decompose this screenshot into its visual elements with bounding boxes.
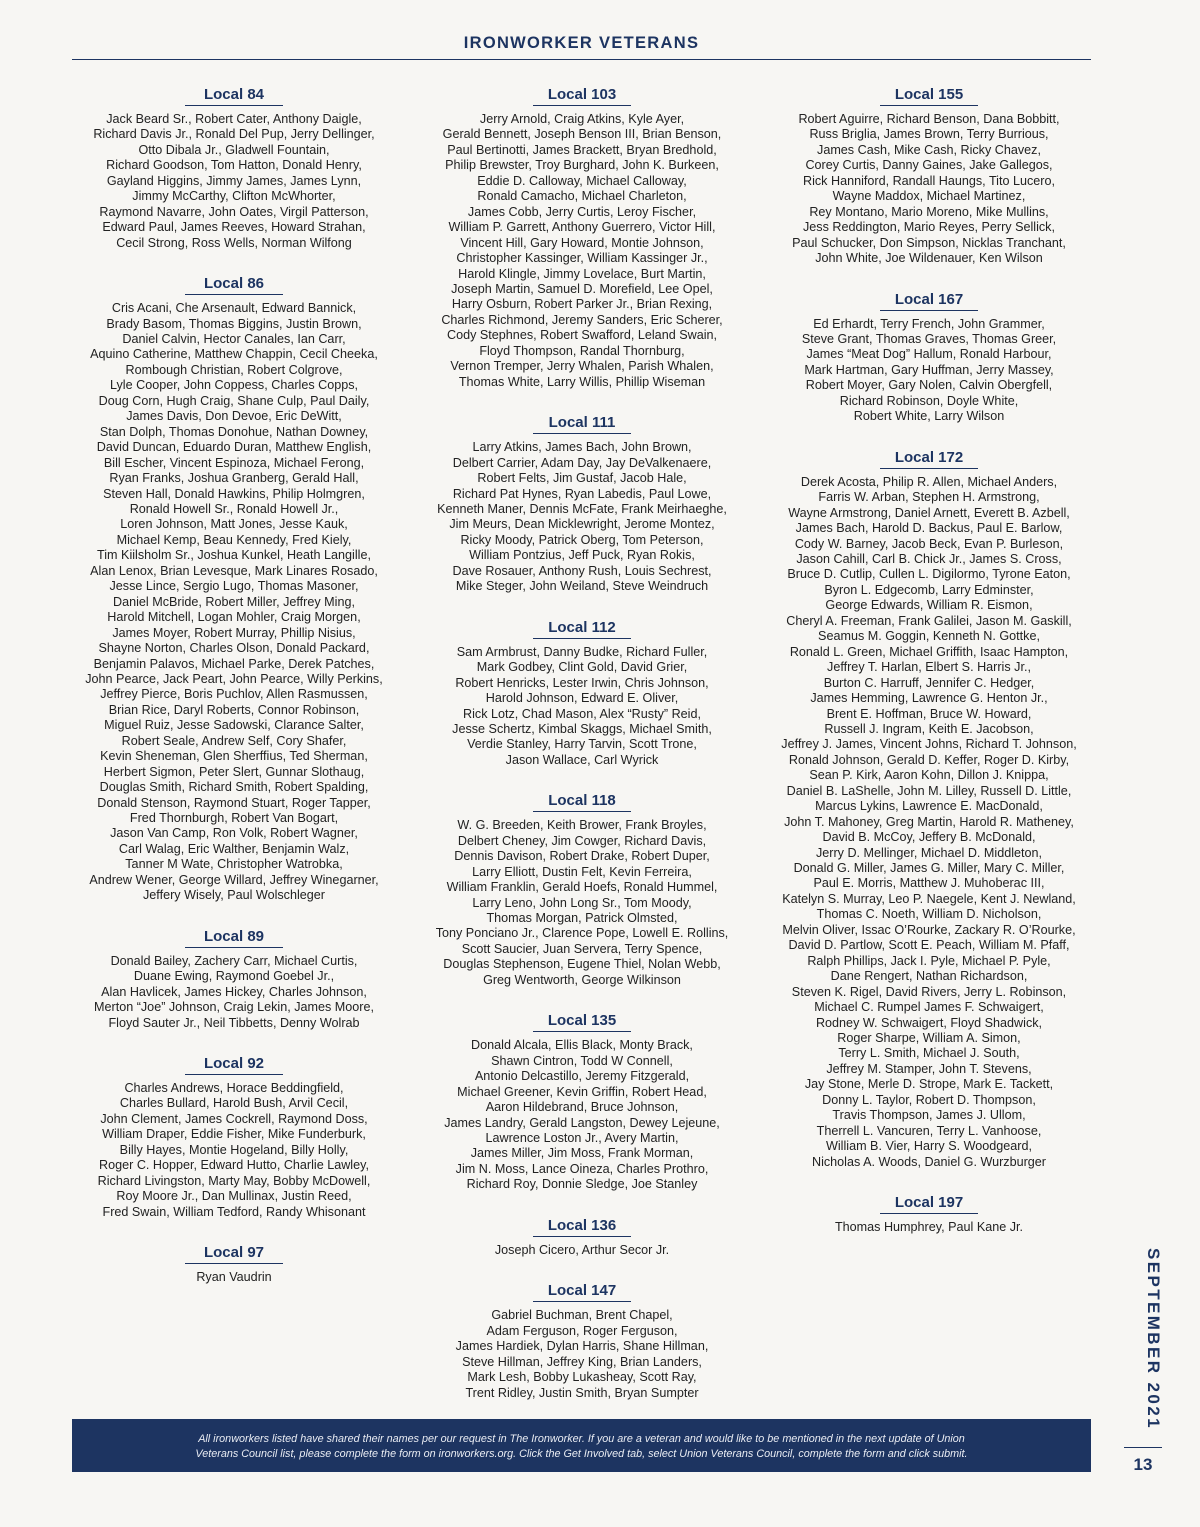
- member-names-line: Gayland Higgins, Jimmy James, James Lynn,: [106, 173, 362, 188]
- member-names-line: James Moyer, Robert Murray, Phillip Nisius,: [112, 625, 356, 640]
- member-names-line: Jeffery Wisely, Paul Wolschleger: [143, 888, 325, 903]
- member-names-line: Jeffrey M. Stamper, John T. Stevens,: [826, 1061, 1032, 1076]
- member-names-line: Corey Curtis, Danny Gaines, Jake Gallegos,: [805, 158, 1053, 173]
- member-names: [64, 1270, 404, 1285]
- member-names-line: Daniel McBride, Robert Miller, Jeffrey Ming,: [113, 594, 355, 609]
- member-names-line: Sean P. Kirk, Aaron Kohn, Dillon J. Knippa,: [809, 768, 1049, 783]
- member-names-line: Richard Livingston, Marty May, Bobby McDowell,: [97, 1173, 371, 1188]
- member-names-line: John White, Joe Wildenauer, Ken Wilson: [815, 251, 1043, 266]
- local-section: [64, 1244, 404, 1285]
- member-names-line: Antonio Delcastillo, Jeremy Fitzgerald,: [474, 1069, 690, 1084]
- member-names: [412, 1243, 752, 1258]
- member-names-line: Robert White, Larry Wilson: [853, 409, 1005, 424]
- member-names-line: Lawrence Loston Jr., Avery Martin,: [485, 1131, 679, 1146]
- member-names-line: Jason Cahill, Carl B. Chick Jr., James S. Cross,: [796, 551, 1062, 566]
- member-names-line: Delbert Carrier, Adam Day, Jay DeValkenaere,: [452, 455, 712, 470]
- member-names-line: Bill Escher, Vincent Espinoza, Michael Ferong,: [103, 455, 365, 470]
- member-names: [412, 1308, 752, 1401]
- member-names-line: Steven Hall, Donald Hawkins, Philip Holmgren,: [103, 486, 365, 501]
- member-names-line: Fred Thornburgh, Robert Van Bogart,: [129, 811, 339, 826]
- member-names-line: Jeffrey J. James, Vincent Johns, Richard T. Johnson,: [781, 737, 1077, 752]
- member-names-line: Russ Briglia, James Brown, Terry Burrious,: [809, 127, 1049, 142]
- local-section: [64, 86, 404, 251]
- member-names: [412, 440, 752, 595]
- local-section: [412, 792, 752, 988]
- member-names: [412, 645, 752, 769]
- member-names-line: Joseph Martin, Samuel D. Morefield, Lee Opel,: [451, 281, 713, 296]
- footer-banner: [72, 1419, 1091, 1472]
- local-title: Local 118: [533, 792, 631, 812]
- member-names-line: Dennis Davison, Robert Drake, Robert Duper,: [454, 849, 710, 864]
- member-names-line: Paul Schucker, Don Simpson, Nicklas Tranchant,: [792, 235, 1066, 250]
- member-names-line: Ronald Johnson, Gerald D. Keffer, Roger D. Kirby,: [788, 752, 1070, 767]
- member-names-line: Raymond Navarre, John Oates, Virgil Patterson,: [99, 204, 369, 219]
- member-names-line: Billy Hayes, Montie Hogeland, Billy Holly,: [119, 1142, 349, 1157]
- member-names: [64, 112, 404, 251]
- member-names-line: Dane Rengert, Nathan Richardson,: [830, 969, 1028, 984]
- member-names-line: Derek Acosta, Philip R. Allen, Michael Anders,: [800, 474, 1058, 489]
- local-section: [412, 619, 752, 769]
- member-names-line: Jerry Arnold, Craig Atkins, Kyle Ayer,: [479, 112, 685, 126]
- member-names-line: Delbert Cheney, Jim Cowger, Richard Davis,: [457, 833, 707, 848]
- member-names-line: Farris W. Arban, Stephen H. Armstrong,: [818, 490, 1040, 505]
- member-names-line: Ryan Vaudrin: [196, 1270, 272, 1285]
- member-names-line: James Bach, Harold D. Backus, Paul E. Barlow,: [795, 521, 1063, 536]
- member-names-line: Terry L. Smith, Michael J. South,: [838, 1046, 1020, 1061]
- member-names-line: Michael C. Rumpel James F. Schwaigert,: [814, 1000, 1044, 1015]
- member-names-line: Tanner M Wate, Christopher Watrobka,: [125, 857, 343, 872]
- local-section: [759, 291, 1099, 425]
- local-title: Local 167: [880, 291, 978, 311]
- member-names-line: Kevin Sheneman, Glen Sherffius, Ted Sherman,: [100, 749, 368, 764]
- member-names-line: Alan Lenox, Brian Levesque, Mark Linares Rosado,: [90, 563, 378, 578]
- local-title: Local 84: [185, 86, 283, 106]
- member-names-line: Floyd Thompson, Randal Thornburg,: [479, 343, 685, 358]
- member-names-line: Richard Pat Hynes, Ryan Labedis, Paul Lowe,: [452, 486, 712, 501]
- member-names-line: Donald Bailey, Zachery Carr, Michael Curtis,: [110, 953, 358, 968]
- member-names-line: Trent Ridley, Justin Smith, Bryan Sumpter: [465, 1385, 699, 1400]
- member-names-line: Wayne Maddox, Michael Martinez,: [832, 189, 1026, 204]
- member-names-line: Kenneth Maner, Dennis McFate, Frank Meirhaeghe,: [437, 501, 727, 516]
- member-names-line: Burton C. Harruff, Jennifer C. Hedger,: [823, 675, 1035, 690]
- member-names-line: William B. Vier, Harry S. Woodgeard,: [825, 1139, 1032, 1154]
- member-names-line: Jack Beard Sr., Robert Cater, Anthony Daigle,: [106, 112, 362, 126]
- member-names-line: Larry Elliott, Dustin Felt, Kevin Ferreira,: [472, 864, 692, 879]
- member-names-line: Ronald L. Green, Michael Griffith, Isaac Hampton,: [789, 644, 1069, 659]
- member-names-line: Bruce D. Cutlip, Cullen L. Digilormo, Tyrone Eaton,: [787, 567, 1071, 582]
- member-names-line: Richard Goodson, Tom Hatton, Donald Henry,: [106, 158, 362, 173]
- member-names-line: Jay Stone, Merle D. Strope, Mark E. Tackett,: [804, 1077, 1054, 1092]
- member-names-line: Ricky Moody, Patrick Oberg, Tom Peterson,: [460, 532, 704, 547]
- member-names-line: Brady Basom, Thomas Biggins, Justin Brown,: [106, 316, 362, 331]
- member-names-line: Thomas White, Larry Willis, Phillip Wiseman: [458, 374, 706, 389]
- member-names-line: Donny L. Taylor, Robert D. Thompson,: [822, 1092, 1036, 1107]
- page-number: 13: [1133, 1455, 1153, 1474]
- member-names-line: Harold Klingle, Jimmy Lovelace, Burt Martin,: [458, 266, 706, 281]
- member-names-line: Jesse Lince, Sergio Lugo, Thomas Masoner,: [109, 579, 359, 594]
- member-names-line: Jeffrey Pierce, Boris Puchlov, Allen Rasmussen,: [100, 687, 368, 702]
- member-names-line: David Duncan, Eduardo Duran, Matthew English,: [96, 440, 372, 455]
- member-names-line: Seamus M. Goggin, Kenneth N. Gottke,: [818, 629, 1040, 644]
- member-names-line: Charles Bullard, Harold Bush, Arvil Cecil,: [119, 1096, 349, 1111]
- member-names: [412, 818, 752, 988]
- member-names-line: Mike Steger, John Weiland, Steve Weindruch: [455, 579, 709, 594]
- local-title: Local 86: [185, 275, 283, 295]
- member-names-line: Therrell L. Vancuren, Terry L. Vanhoose,: [816, 1123, 1042, 1138]
- member-names-line: Ryan Franks, Joshua Granberg, Gerald Hall,: [109, 471, 359, 486]
- local-title: Local 103: [533, 86, 631, 106]
- member-names-line: Christopher Kassinger, William Kassinger Jr.,: [456, 251, 708, 266]
- member-names-line: Robert Felts, Jim Gustaf, Jacob Hale,: [477, 471, 687, 486]
- member-names-line: Roger Sharpe, William A. Simon,: [837, 1031, 1021, 1046]
- member-names-line: Brent E. Hoffman, Bruce W. Howard,: [826, 706, 1032, 721]
- member-names-line: Steve Grant, Thomas Graves, Thomas Greer,: [801, 331, 1057, 346]
- member-names-line: Robert Moyer, Gary Nolen, Calvin Obergfell,: [805, 378, 1053, 393]
- member-names-line: Loren Johnson, Matt Jones, Jesse Kauk,: [120, 517, 348, 532]
- member-names-line: W. G. Breeden, Keith Brower, Frank Broyles,: [457, 818, 707, 833]
- member-names-line: James Hemming, Lawrence G. Henton Jr.,: [810, 691, 1048, 706]
- member-names-line: Aaron Hildebrand, Bruce Johnson,: [485, 1100, 679, 1115]
- member-names-line: Jerry D. Mellinger, Michael D. Middleton,: [815, 845, 1043, 860]
- column-middle: [412, 86, 752, 1425]
- member-names-line: James Cobb, Jerry Curtis, Leroy Fischer,: [467, 204, 697, 219]
- local-section: [759, 86, 1099, 267]
- member-names-line: John Clement, James Cockrell, Raymond Doss,: [100, 1111, 368, 1126]
- member-names-line: Harold Johnson, Edward E. Oliver,: [485, 691, 679, 706]
- member-names-line: Charles Andrews, Horace Beddingfield,: [124, 1081, 344, 1096]
- member-names-line: Joseph Cicero, Arthur Secor Jr.: [494, 1242, 670, 1257]
- member-names-line: Miguel Ruiz, Jesse Sadowski, Clarance Salter,: [104, 718, 364, 733]
- member-names-line: Cody Stephnes, Robert Swafford, Leland Swain,: [447, 328, 717, 343]
- member-names-line: Harold Mitchell, Logan Mohler, Craig Morgen,: [107, 610, 361, 625]
- member-names-line: Floyd Sauter Jr., Neil Tibbetts, Denny Wolrab: [108, 1015, 360, 1030]
- member-names-line: Jason Van Camp, Ron Volk, Robert Wagner,: [110, 826, 358, 841]
- member-names-line: Jesse Schertz, Kimbal Skaggs, Michael Smith,: [452, 721, 712, 736]
- member-names-line: Nicholas A. Woods, Daniel G. Wurzburger: [811, 1154, 1047, 1169]
- member-names-line: Mark Godbey, Clint Gold, David Grier,: [476, 660, 688, 675]
- member-names-line: Philip Brewster, Troy Burghard, John K. Burkeen,: [445, 158, 719, 173]
- member-names-line: Sam Armbrust, Danny Budke, Richard Fuller,: [456, 644, 708, 659]
- member-names-line: Michael Kemp, Beau Kennedy, Fred Kiely,: [116, 532, 352, 547]
- member-names-line: James Davis, Don Devoe, Eric DeWitt,: [126, 409, 342, 424]
- member-names-line: Ronald Camacho, Michael Charleton,: [477, 189, 687, 204]
- member-names-line: Greg Wentworth, George Wilkinson: [483, 972, 681, 987]
- member-names-line: Jim N. Moss, Lance Oineza, Charles Prothro,: [455, 1161, 709, 1176]
- member-names-line: Steve Hillman, Jeffrey King, Brian Landers,: [462, 1354, 702, 1369]
- local-section: [412, 1012, 752, 1193]
- member-names-line: Mark Hartman, Gary Huffman, Jerry Massey,: [804, 362, 1054, 377]
- member-names-line: Byron L. Edgecomb, Larry Edminster,: [824, 582, 1034, 597]
- member-names-line: Douglas Stephenson, Eugene Thiel, Nolan Webb,: [443, 957, 721, 972]
- local-section: [759, 449, 1099, 1170]
- member-names-line: Rodney W. Schwaigert, Floyd Shadwick,: [815, 1015, 1043, 1030]
- member-names-line: Fred Swain, William Tedford, Randy Whisonant: [102, 1204, 366, 1219]
- member-names-line: Donald Stenson, Raymond Stuart, Roger Tapper,: [97, 795, 371, 810]
- member-names-line: Cody W. Barney, Jacob Beck, Evan P. Burleson,: [794, 536, 1064, 551]
- member-names: [759, 1220, 1099, 1235]
- member-names-line: Tim Kiilsholm Sr., Joshua Kunkel, Heath Langille,: [97, 548, 371, 563]
- member-names-line: Richard Roy, Donnie Sledge, Joe Stanley: [466, 1177, 698, 1192]
- member-names-line: Dave Rosauer, Anthony Rush, Louis Sechrest,: [452, 563, 712, 578]
- member-names-line: Alan Havlicek, James Hickey, Charles Johnson,: [101, 984, 367, 999]
- member-names-line: Jimmy McCarthy, Clifton McWhorter,: [132, 189, 336, 204]
- local-section: [412, 414, 752, 595]
- member-names-line: Gerald Bennett, Joseph Benson III, Brian Benson,: [442, 127, 722, 142]
- member-names-line: Steven K. Rigel, David Rivers, Jerry L. Robinson,: [791, 984, 1067, 999]
- member-names-line: Scott Saucier, Juan Servera, Terry Spence,: [461, 941, 703, 956]
- member-names: [412, 112, 752, 390]
- member-names-line: Katelyn S. Murray, Leo P. Naegele, Kent J. Newland,: [782, 891, 1076, 906]
- member-names-line: Travis Thompson, James J. Ullom,: [832, 1108, 1026, 1123]
- member-names-line: Wayne Armstrong, Daniel Arnett, Everett B. Azbell,: [788, 505, 1070, 520]
- member-names-line: Robert Aguirre, Richard Benson, Dana Bobbitt,: [798, 112, 1060, 126]
- local-title: Local 135: [533, 1012, 631, 1032]
- member-names-line: Carl Walag, Eric Walther, Benjamin Walz,: [118, 841, 350, 856]
- local-title: Local 147: [533, 1282, 631, 1302]
- local-section: [412, 1282, 752, 1401]
- member-names-line: Marcus Lykins, Lawrence E. MacDonald,: [815, 799, 1043, 814]
- member-names: [64, 954, 404, 1031]
- member-names-line: Donald Alcala, Ellis Black, Monty Brack,: [471, 1038, 693, 1053]
- member-names-line: Donald G. Miller, James G. Miller, Mary C. Miller,: [793, 861, 1065, 876]
- member-names: [64, 1081, 404, 1220]
- member-names-line: Merton “Joe” Johnson, Craig Lekin, James Moore,: [94, 1000, 374, 1015]
- member-names-line: Richard Davis Jr., Ronald Del Pup, Jerry Dellinger,: [93, 127, 375, 142]
- member-names-line: Cecil Strong, Ross Wells, Norman Wilfong: [116, 235, 352, 250]
- local-title: Local 136: [533, 1217, 631, 1237]
- member-names-line: David B. McCoy, Jeffery B. McDonald,: [822, 830, 1036, 845]
- member-names-line: Rey Montano, Mario Moreno, Mike Mullins,: [809, 204, 1049, 219]
- member-names-line: Stan Dolph, Thomas Donohue, Nathan Downey,: [99, 424, 369, 439]
- member-names: [412, 1038, 752, 1193]
- local-title: Local 97: [185, 1244, 283, 1264]
- member-names-line: Duane Ewing, Raymond Goebel Jr.,: [133, 969, 335, 984]
- member-names-line: Gabriel Buchman, Brent Chapel,: [491, 1308, 673, 1323]
- member-names-line: Paul E. Morris, Matthew J. Muhoberac III,: [813, 876, 1045, 891]
- member-names-line: Harry Osburn, Robert Parker Jr., Brian Rexing,: [451, 297, 713, 312]
- member-names-line: Richard Robinson, Doyle White,: [839, 393, 1019, 408]
- member-names-line: Russell J. Ingram, Keith E. Jacobson,: [824, 721, 1034, 736]
- member-names-line: Herbert Sigmon, Peter Slert, Gunnar Slothaug,: [103, 764, 365, 779]
- member-names-line: James Cash, Mike Cash, Ricky Chavez,: [817, 142, 1041, 157]
- local-section: [64, 275, 404, 904]
- member-names: [759, 317, 1099, 425]
- member-names: [759, 475, 1099, 1170]
- page-number-divider: [1124, 1447, 1162, 1448]
- local-section: [64, 1055, 404, 1220]
- member-names-line: Roger C. Hopper, Edward Hutto, Charlie Lawley,: [99, 1158, 369, 1173]
- issue-date: SEPTEMBER 2021: [1144, 1248, 1163, 1430]
- column-left: [64, 86, 404, 1310]
- member-names-line: Shawn Cintron, Todd W Connell,: [491, 1053, 673, 1068]
- footer-note-line-2: Veterans Council list, please complete the form on ironworkers.org. Click the Get Involved tab, select Union Veterans Council, complete the form and click submit.: [195, 1448, 968, 1460]
- member-names-line: James “Meat Dog” Hallum, Ronald Harbour,: [806, 347, 1052, 362]
- member-names-line: Vernon Tremper, Jerry Whalen, Parish Whalen,: [450, 359, 714, 374]
- member-names-line: Doug Corn, Hugh Craig, Shane Culp, Paul Daily,: [98, 393, 370, 408]
- member-names-line: Cris Acani, Che Arsenault, Edward Bannick,: [111, 301, 357, 316]
- member-names-line: Andrew Wener, George Willard, Jeffrey Winegarner,: [89, 872, 379, 887]
- member-names-line: Thomas Morgan, Patrick Olmsted,: [486, 911, 678, 926]
- local-section: [412, 1217, 752, 1258]
- member-names-line: Verdie Stanley, Harry Tarvin, Scott Trone,: [467, 737, 697, 752]
- member-names-line: William P. Garrett, Anthony Guerrero, Victor Hill,: [448, 220, 716, 235]
- page-header: [72, 34, 1091, 60]
- member-names-line: Daniel B. LaShelle, John M. Lilley, Russell D. Little,: [786, 783, 1072, 798]
- local-title: Local 111: [533, 414, 631, 434]
- member-names-line: William Pontzius, Jeff Puck, Ryan Rokis,: [469, 548, 695, 563]
- member-names-line: Jess Reddington, Mario Reyes, Perry Sellick,: [803, 220, 1055, 235]
- local-title: Local 112: [533, 619, 631, 639]
- member-names-line: Roy Moore Jr., Dan Mullinax, Justin Reed,: [116, 1189, 352, 1204]
- local-title: Local 155: [880, 86, 978, 106]
- local-section: [412, 86, 752, 390]
- member-names-line: William Draper, Eddie Fisher, Mike Funderburk,: [102, 1127, 366, 1142]
- member-names-line: Aquino Catherine, Matthew Chappin, Cecil Cheeka,: [90, 347, 378, 362]
- page-title: IRONWORKER VETERANS: [463, 34, 700, 52]
- column-right: [759, 86, 1099, 1260]
- member-names-line: Thomas C. Noeth, William D. Nicholson,: [816, 907, 1042, 922]
- member-names-line: James Hardiek, Dylan Harris, Shane Hillman,: [455, 1339, 709, 1354]
- member-names-line: Cheryl A. Freeman, Frank Galilei, Jason M. Gaskill,: [786, 613, 1072, 628]
- member-names-line: Daniel Calvin, Hector Canales, Ian Carr,: [122, 331, 346, 346]
- local-section: [64, 928, 404, 1031]
- member-names-line: David D. Partlow, Scott E. Peach, William M. Pfaff,: [788, 938, 1070, 953]
- member-names-line: Robert Henricks, Lester Irwin, Chris Johnson,: [455, 675, 709, 690]
- local-title: Local 172: [880, 449, 978, 469]
- member-names-line: Douglas Smith, Richard Smith, Robert Spalding,: [99, 780, 369, 795]
- local-section: [759, 1194, 1099, 1235]
- member-names-line: Charles Richmond, Jeremy Sanders, Eric Scherer,: [441, 312, 723, 327]
- member-names-line: Melvin Oliver, Issac O’Rourke, Zackary R. O’Rourke,: [782, 922, 1076, 937]
- member-names-line: John T. Mahoney, Greg Martin, Harold R. Matheney,: [784, 814, 1074, 829]
- member-names-line: Rick Hanniford, Randall Haungs, Tito Lucero,: [802, 173, 1055, 188]
- member-names-line: Rombough Christian, Robert Colgrove,: [125, 362, 343, 377]
- member-names-line: Larry Leno, John Long Sr., Tom Moody,: [472, 895, 692, 910]
- footer-note-line-1: All ironworkers listed have shared their names per our request in The Ironworker. If you are a veteran and would like to be mentioned in the next update of Union: [198, 1433, 965, 1445]
- member-names-line: Vincent Hill, Gary Howard, Montie Johnson,: [460, 235, 704, 250]
- member-names-line: Adam Ferguson, Roger Ferguson,: [486, 1323, 678, 1338]
- local-title: Local 89: [185, 928, 283, 948]
- member-names-line: Ed Erhardt, Terry French, John Grammer,: [813, 316, 1045, 331]
- member-names-line: Otto Dibala Jr., Gladwell Fountain,: [138, 142, 330, 157]
- member-names-line: Paul Bertinotti, James Brackett, Bryan Bredhold,: [447, 142, 717, 157]
- member-names: [64, 301, 404, 904]
- local-title: Local 197: [880, 1194, 978, 1214]
- member-names-line: Rick Lotz, Chad Mason, Alex “Rusty” Reid,: [463, 706, 701, 721]
- member-names-line: George Edwards, William R. Eismon,: [825, 598, 1033, 613]
- member-names-line: Benjamin Palavos, Michael Parke, Derek Patches,: [93, 656, 375, 671]
- member-names-line: Shayne Norton, Charles Olson, Donald Packard,: [98, 641, 370, 656]
- member-names-line: James Miller, Jim Moss, Frank Morman,: [470, 1146, 694, 1161]
- member-names-line: Jeffrey T. Harlan, Elbert S. Harris Jr.,: [827, 660, 1031, 675]
- member-names-line: Lyle Cooper, John Coppess, Charles Copps,: [109, 378, 359, 393]
- member-names-line: James Landry, Gerald Langston, Dewey Lejeune,: [444, 1115, 720, 1130]
- member-names-line: Ronald Howell Sr., Ronald Howell Jr.,: [129, 501, 339, 516]
- member-names-line: Larry Atkins, James Bach, John Brown,: [472, 440, 692, 455]
- member-names-line: Brian Rice, Daryl Roberts, Connor Robinson,: [108, 702, 360, 717]
- member-names-line: John Pearce, Jack Peart, John Pearce, Willy Perkins,: [85, 671, 383, 686]
- member-names-line: Ralph Phillips, Jack I. Pyle, Michael P. Pyle,: [807, 953, 1051, 968]
- member-names-line: Eddie D. Calloway, Michael Calloway,: [477, 173, 687, 188]
- member-names-line: William Franklin, Gerald Hoefs, Ronald Hummel,: [446, 880, 718, 895]
- member-names-line: Jason Wallace, Carl Wyrick: [505, 752, 659, 767]
- member-names-line: Jim Meurs, Dean Micklewright, Jerome Montez,: [449, 517, 715, 532]
- local-title: Local 92: [185, 1055, 283, 1075]
- member-names-line: Mark Lesh, Bobby Lukasheay, Scott Ray,: [467, 1370, 697, 1385]
- member-names-line: Michael Greener, Kevin Griffin, Robert Head,: [457, 1084, 707, 1099]
- member-names-line: Tony Ponciano Jr., Clarence Pope, Lowell E. Rollins,: [435, 926, 729, 941]
- member-names: [759, 112, 1099, 267]
- member-names-line: Thomas Humphrey, Paul Kane Jr.: [834, 1220, 1024, 1235]
- member-names-line: Edward Paul, James Reeves, Howard Strahan,: [102, 220, 366, 235]
- member-names-line: Robert Seale, Andrew Self, Cory Shafer,: [121, 733, 347, 748]
